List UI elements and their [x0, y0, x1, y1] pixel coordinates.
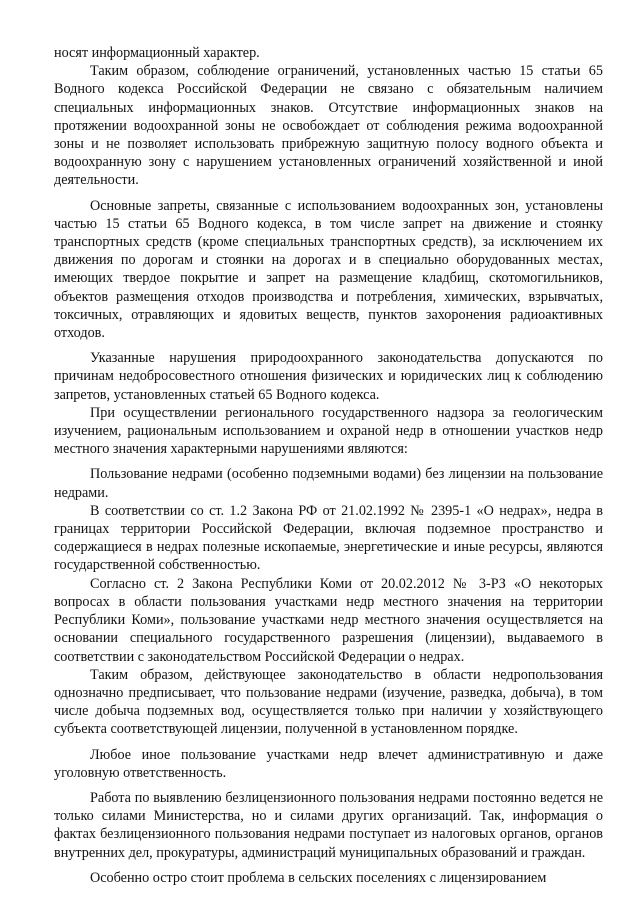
- paragraph-continuation: носят информационный характер.: [54, 45, 260, 61]
- paragraph-legislation-summary: Таким образом, действующее законодательство в области недропользования однозначно предписывает, что пользование недрами (изучение, разведка, добыча), в том числе добыча подземных вод, осуществляется только при наличии у хозяйствующего субъекта соответствующей лицензии, полученной в установленном порядке.: [54, 666, 603, 738]
- paragraph-komi-law: Согласно ст. 2 Закона Республики Коми от 20.02.2012 № 3-РЗ «О некоторых вопросах в области пользования участками недр местного значения на территории Республики Коми», пользование участками недр местного значения осуществляется на основании специального государственного разрешения (лицензии), выдаваемого в соответствии с законодательством Российской Федерации о недрах.: [54, 575, 603, 665]
- paragraph-main-prohibitions: Основные запреты, связанные с использованием водоохранных зон, установлены частью 15 статьи 65 Водного кодекса, в том числе запрет на движение и стоянку транспортных средств (кроме специальных транспортных средств), за исключением их движения по дорогам и стоянки на дорогах и в специально оборудованных местах, имеющих твердое покрытие и запрет на размещение кладбищ, скотомогильников, объектов размещения отходов производства и потребления, химических, взрывчатых, токсичных, отравляющих и ядовитых веществ, пунктов захоронения радиоактивных отходов.: [54, 197, 603, 342]
- paragraph-unlicensed-use: Пользование недрами (особенно подземными водами) без лицензии на пользование недрами.: [54, 466, 603, 501]
- paragraph-liability: Любое иное пользование участками недр влечет административную и даже уголовную ответственность.: [54, 746, 603, 781]
- paragraph-subsoil-supervision: При осуществлении регионального государственного надзора за геологическим изучением, рациональным использованием и охраной недр в отношении участков недр местного значения характерными нарушениями являются:: [54, 404, 603, 458]
- document-page: [54, 44, 603, 887]
- paragraph-detection-work: Работа по выявлению безлицензионного пользования недрами постоянно ведется не только силами Министерства, но и силами других организаций. Так, информация о фактах безлицензионного пользования недрами поступает из налоговых органов, органов внутренних дел, прокуратуры, администраций муниципальных образований и граждан.: [54, 789, 603, 861]
- paragraph-violation-reasons: Указанные нарушения природоохранного законодательства допускаются по причинам недобросовестного отношения физических и юридических лиц к соблюдению запретов, установленных статьей 65 Водного кодекса.: [54, 350, 603, 403]
- paragraph-law-2395-1: В соответствии со ст. 1.2 Закона РФ от 21.02.1992 № 2395-1 «О недрах», недра в границах территории Российской Федерации, включая подземное пространство и содержащиеся в недрах полезные ископаемые, энергетические и иные ресурсы, являются государственной собственностью.: [54, 502, 603, 574]
- paragraph-info-signs: Таким образом, соблюдение ограничений, установленных частью 15 статьи 65 Водного кодекса Российской Федерации не связано с обязательным наличием специальных информационных знаков. Отсутствие информационных знаков на протяжении водоохранной зоны не освобождает от соблюдения режима водоохранной зоны и не позволяет использовать прибрежную защитную полосу водного объекта и водоохранную зону с нарушением установленных ограничений хозяйственной и иной деятельности.: [54, 63, 603, 189]
- paragraph-rural-problem: Особенно остро стоит проблема в сельских поселениях с лицензированием: [90, 869, 547, 886]
